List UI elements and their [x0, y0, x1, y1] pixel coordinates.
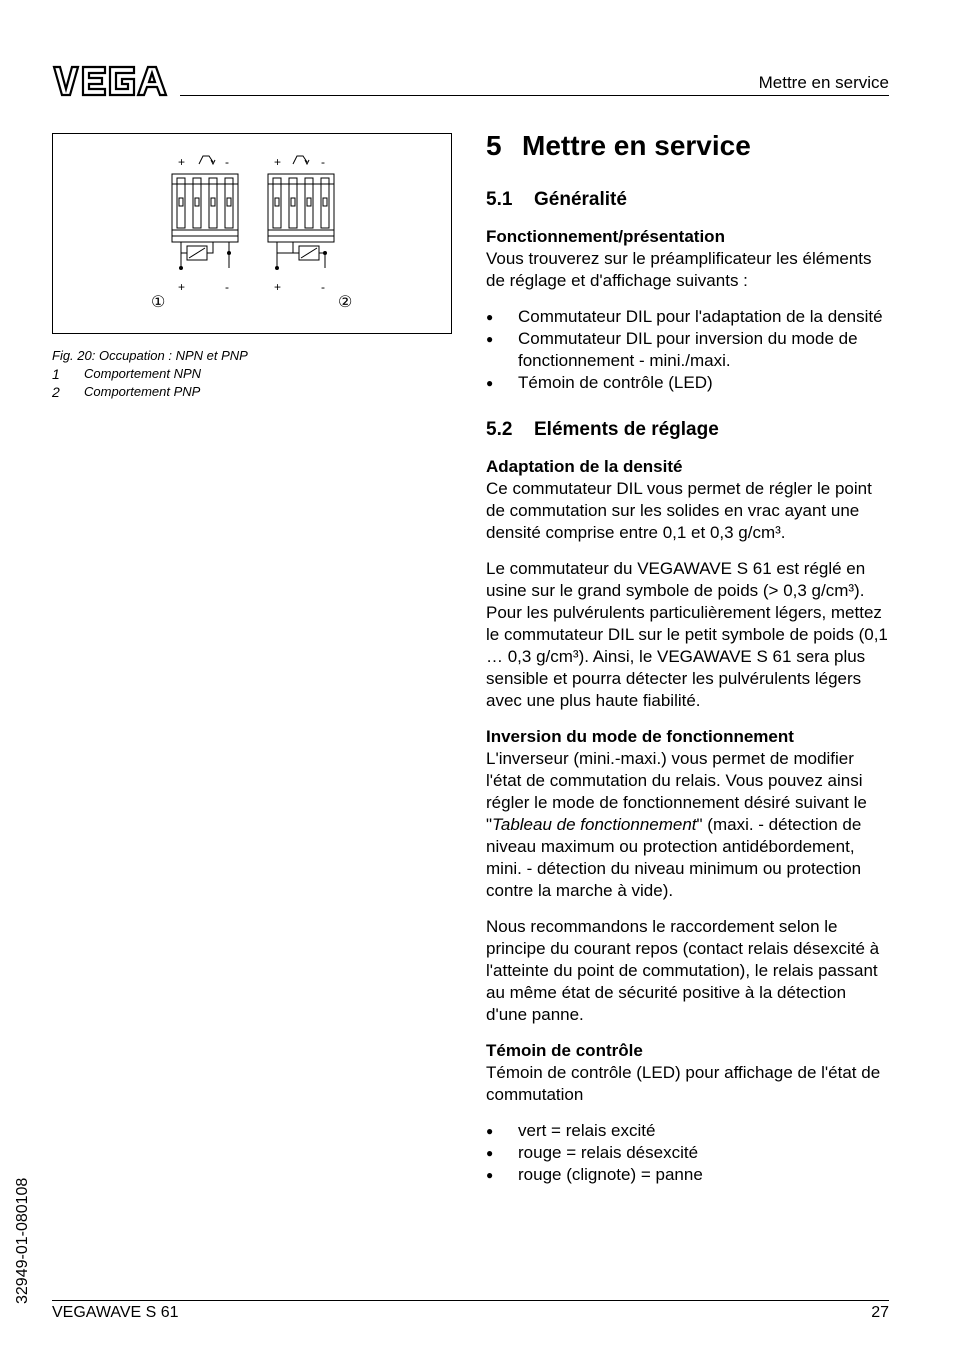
list-item: ● rouge (clignote) = panne [486, 1164, 890, 1186]
italic-reference: Tableau de fonctionnement [492, 815, 697, 834]
section-5-2-title [486, 416, 890, 444]
figure-marker-1: ① [151, 294, 166, 311]
list-item: ● vert = relais excité [486, 1120, 890, 1142]
footer-rule [52, 1300, 889, 1301]
wiring-diagram [53, 134, 451, 333]
document-code: 32949-01-080108 [14, 1177, 31, 1304]
main-column [486, 126, 890, 1186]
pnp-plus-bottom: + [274, 280, 282, 294]
npn-plus-bottom: + [178, 280, 186, 294]
led-state-list [486, 1120, 890, 1186]
npn-minus-bottom: - [225, 280, 229, 294]
vega-logo [52, 64, 168, 98]
paragraph-inversion-2: Nous recommandons le raccordement selon le principe du courant repos (contact relais désexcité à l'atteinte du point de commutation), le relais passant au même état de sécurité positive à la détection d'une panne. [486, 917, 880, 1024]
subheading-led: Témoin de contrôle [486, 1041, 643, 1060]
list-item: ● Commutateur DIL pour l'adaptation de la densité [486, 306, 890, 328]
paragraph-intro: Vous trouverez sur le préamplificateur les éléments de réglage et d'affichage suivants : [486, 249, 872, 290]
subheading-inversion: Inversion du mode de fonctionnement [486, 727, 794, 746]
paragraph-density-2: Le commutateur du VEGAWAVE S 61 est réglé en usine sur le grand symbole de poids (> 0,3 g/cm³). Pour les pulvérulents particulièrement légers, mettez le commutateur DIL sur le petit symbole de poids (0,1 … 0,3 g/cm³). Ainsi, le VEGAWAVE S 61 sera plus sensible et pourra détecter les pulvérulents légers avec une plus haute fiabilité. [486, 559, 888, 710]
paragraph-led: Témoin de contrôle (LED) pour affichage de l'état de commutation [486, 1063, 881, 1104]
npn-minus-top: - [225, 155, 229, 169]
section-title-text: Eléments de réglage [534, 419, 719, 440]
pnp-minus-bottom: - [321, 280, 325, 294]
header-rule [180, 95, 889, 96]
figure-legend-item [52, 383, 452, 401]
section-title-text: Généralité [534, 189, 627, 210]
list-item: ● rouge = relais désexcité [486, 1142, 890, 1164]
pnp-minus-top: - [321, 155, 325, 169]
figure-legend-text: Comportement PNP [84, 384, 201, 399]
list-item: ● Commutateur DIL pour inversion du mode de fonctionnement - mini./maxi. [486, 328, 890, 372]
text-run: " (maxi. - détection de niveau maximum ou protection antidébordement, mini. - détection du niveau minimum ou protection contre la marche à vide). [486, 815, 862, 900]
subheading-density: Adaptation de la densité [486, 457, 683, 476]
section-number: 5.1 [486, 189, 513, 210]
figure-legend-num: 1 [52, 366, 60, 382]
chapter-number: 5 [486, 130, 502, 161]
chapter-title-text: Mettre en service [522, 130, 751, 161]
page-number: 27 [871, 1304, 889, 1321]
footer-product: VEGAWAVE S 61 [52, 1304, 179, 1321]
figure-legend-num: 2 [52, 384, 60, 400]
section-number: 5.2 [486, 419, 513, 440]
element-list [486, 306, 890, 394]
figure-caption [52, 347, 452, 401]
pnp-plus-top: + [274, 155, 282, 169]
section-5-1-title [486, 186, 890, 214]
subheading-function: Fonctionnement/présentation [486, 227, 725, 246]
text-run: L'inverseur (mini.-maxi.) vous permet de modifier l'état de commutation du relais. Vous pouvez ainsi régler le mode de fonctionnement désiré suivant le " [486, 749, 867, 834]
figure-legend-item [52, 365, 452, 383]
paragraph-density-1: Ce commutateur DIL vous permet de régler le point de commutation sur les solides en vrac ayant une densité comprise entre 0,1 et 0,3 g/cm³. [486, 479, 872, 542]
list-item: ● Témoin de contrôle (LED) [486, 372, 890, 394]
npn-plus-top: + [178, 155, 186, 169]
paragraph-inversion-1 [486, 748, 890, 902]
figure-caption-title: Fig. 20: Occupation : NPN et PNP [52, 348, 248, 363]
figure-marker-2: ② [338, 294, 353, 311]
chapter-title [486, 126, 890, 166]
wiring-figure [52, 133, 452, 334]
header-section-label: Mettre en service [758, 73, 889, 92]
figure-legend-text: Comportement NPN [84, 366, 202, 381]
